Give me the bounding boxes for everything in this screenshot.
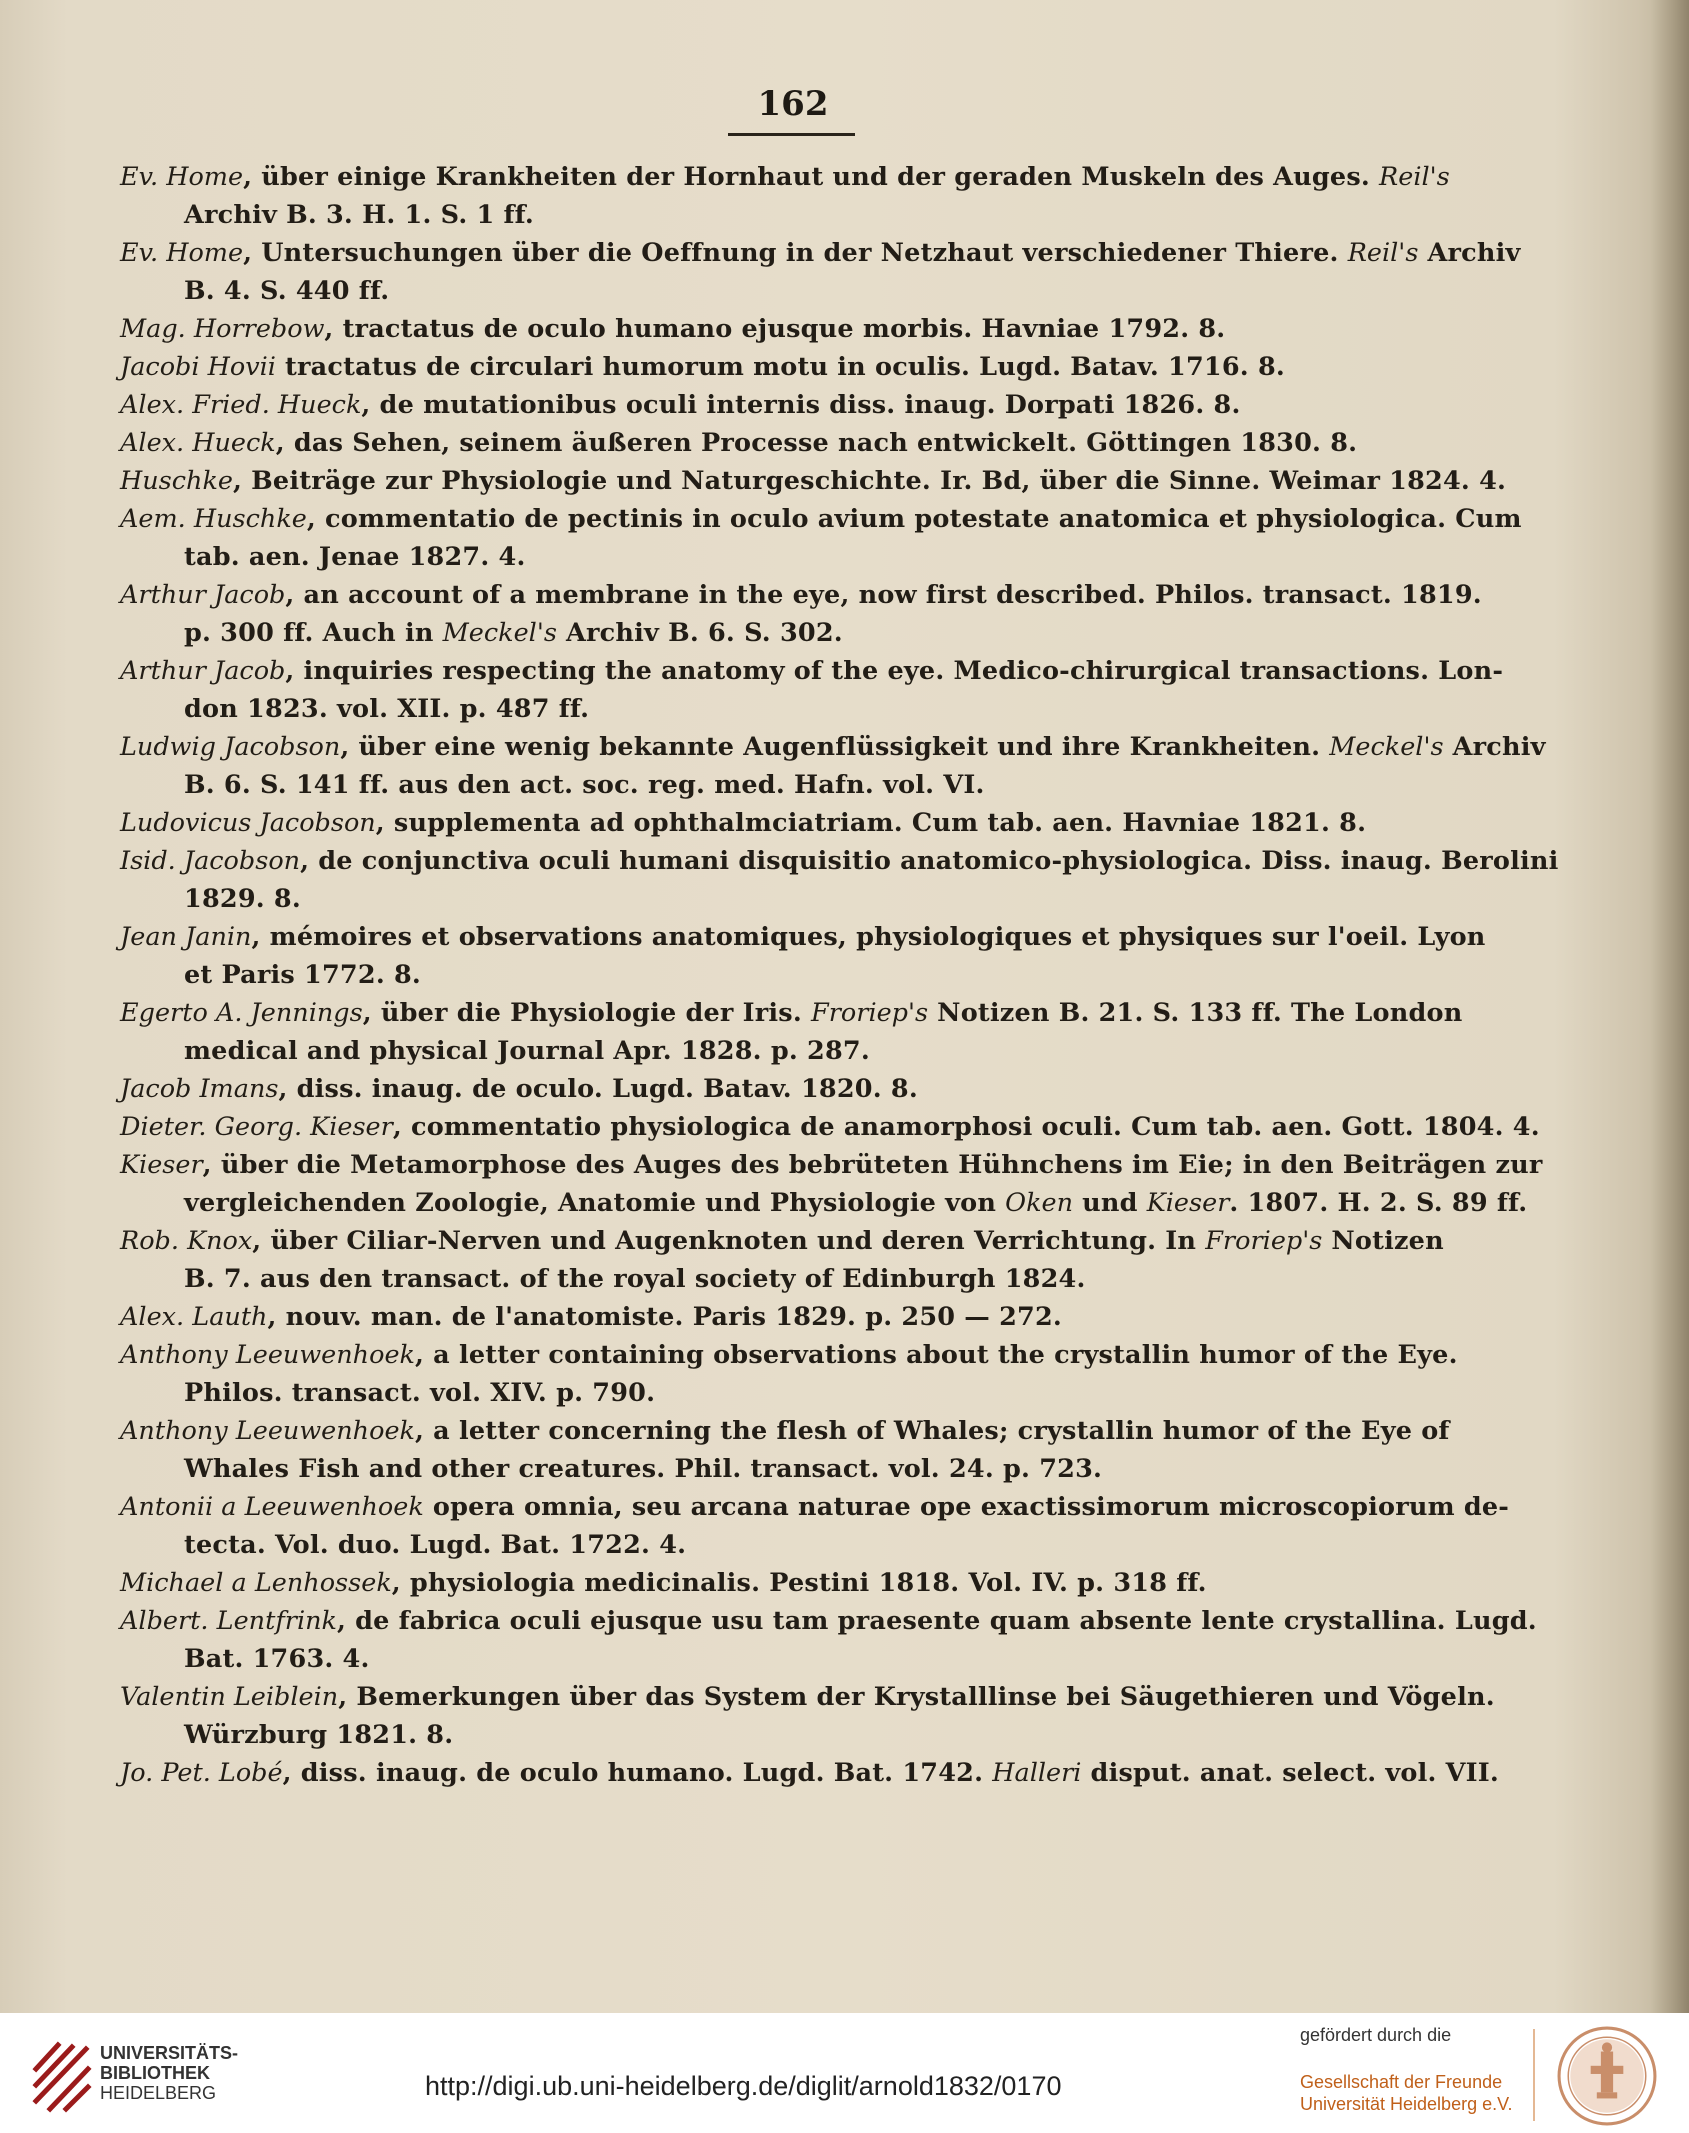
entry-continuation-line (120, 1640, 1490, 1678)
citation-text: et Paris 1772. 8. (184, 960, 421, 990)
citation-text: , commentatio physiologica de anamorphosi oculi. Cum tab. aen. Gott. 1804. 4. (392, 1112, 1540, 1142)
citation-text: opera omnia, seu arcana naturae ope exactissimorum microscopiorum de- (423, 1492, 1510, 1522)
italic-name: Dieter. Georg. Kieser (120, 1112, 393, 1142)
citation-text: tab. aen. Jenae 1827. 4. (184, 542, 526, 572)
italic-name: Froriep's (811, 998, 929, 1028)
entry-continuation-line (120, 1374, 1490, 1412)
sponsor-intro: gefördert durch die (1300, 2025, 1452, 2045)
entry-first-line (120, 1488, 1510, 1526)
entry-continuation-line (120, 1032, 1490, 1070)
citation-text: Notizen B. 21. S. 133 ff. The London (928, 998, 1463, 1028)
entry-first-line (120, 652, 1504, 690)
entry-first-line (120, 1678, 1495, 1716)
italic-name: Arthur Jacob (120, 580, 286, 610)
entry-first-line (120, 386, 1490, 424)
bibliography-entry (120, 1336, 1490, 1412)
entry-first-line (120, 1146, 1543, 1184)
entry-first-line (120, 1754, 1499, 1792)
italic-name: Ludovicus Jacobson (120, 808, 376, 838)
citation-text: , de mutationibus oculi internis diss. inaug. Dorpati 1826. 8. (361, 390, 1241, 420)
entry-first-line (120, 1070, 1490, 1108)
bibliography-entry (120, 500, 1522, 576)
bibliography-entry (120, 918, 1490, 994)
italic-name: Valentin Leiblein (120, 1682, 339, 1712)
citation-text: Archiv B. 6. S. 302. (556, 618, 843, 648)
entry-continuation-line (120, 1450, 1490, 1488)
italic-name: Antonii a Leeuwenhoek (120, 1492, 424, 1522)
entry-first-line (120, 1602, 1537, 1640)
bibliography-entry (120, 310, 1490, 348)
library-name-line: BIBLIOTHEK (100, 2063, 210, 2083)
bibliography-list (120, 158, 1559, 1792)
italic-name: Arthur Jacob (120, 656, 286, 686)
italic-name: Alex. Lauth (120, 1302, 268, 1332)
entry-first-line (120, 842, 1559, 880)
italic-name: Aem. Huschke (120, 504, 307, 534)
entry-first-line (120, 804, 1490, 842)
citation-text: , nouv. man. de l'anatomiste. Paris 1829. p. 250 — 272. (267, 1302, 1062, 1332)
citation-text: , diss. inaug. de oculo humano. Lugd. Bat. 1742. (282, 1758, 993, 1788)
bibliography-entry (120, 1754, 1499, 1792)
citation-text: Archiv (1418, 238, 1521, 268)
bibliography-entry (120, 1602, 1537, 1678)
university-seal-icon (1556, 2025, 1658, 2127)
entry-first-line (120, 1108, 1540, 1146)
entry-first-line (120, 1298, 1490, 1336)
library-logo-icon (28, 2035, 98, 2115)
page-number-rule (728, 133, 855, 136)
bibliography-entry (120, 1108, 1540, 1146)
divider (1533, 2029, 1535, 2121)
bibliography-entry (120, 994, 1490, 1070)
citation-text: , Bemerkungen über das System der Krystalllinse bei Säugethieren und Vögeln. (338, 1682, 1495, 1712)
entry-continuation-line (120, 766, 1490, 804)
bibliography-entry (120, 1412, 1490, 1488)
citation-text: , das Sehen, seinem äußeren Processe nach entwickelt. Göttingen 1830. 8. (275, 428, 1358, 458)
citation-text: B. 7. aus den transact. of the royal society of Edinburgh 1824. (184, 1264, 1086, 1294)
citation-text: , de fabrica oculi ejusque usu tam praesente quam absente lente crystallina. Lugd. (337, 1606, 1537, 1636)
entry-first-line (120, 576, 1490, 614)
citation-text: , über die Metamorphose des Auges des bebrüteten Hühnchens im Eie; in den Beiträgen zur (202, 1150, 1543, 1180)
sponsor-name-line: Gesellschaft der Freunde (1300, 2072, 1503, 2092)
library-name (100, 2043, 238, 2103)
page-number: 162 (757, 84, 829, 124)
entry-continuation-line (120, 196, 1490, 234)
bibliography-entry (120, 652, 1504, 728)
italic-name: Alex. Fried. Hueck (120, 390, 362, 420)
bibliography-entry (120, 1298, 1490, 1336)
citation-text: , über die Physiologie der Iris. (362, 998, 812, 1028)
footer-bar (0, 2013, 1689, 2133)
bibliography-entry (120, 1678, 1495, 1754)
entry-continuation-line (120, 1260, 1490, 1298)
citation-text: , über Ciliar-Nerven und Augenknoten und deren Verrichtung. In (252, 1226, 1206, 1256)
citation-text: Bat. 1763. 4. (184, 1644, 370, 1674)
citation-text: p. 300 ff. Auch in (184, 618, 443, 648)
citation-text: , a letter containing observations about the crystallin humor of the Eye. (415, 1340, 1458, 1370)
italic-name: Anthony Leeuwenhoek (120, 1416, 415, 1446)
citation-text: , über einige Krankheiten der Hornhaut und der geraden Muskeln des Auges. (243, 162, 1380, 192)
entry-first-line (120, 994, 1490, 1032)
citation-text: , commentatio de pectinis in oculo avium potestate anatomica et physiologica. Cum (306, 504, 1522, 534)
entry-continuation-line (120, 272, 1490, 310)
citation-text: und (1073, 1188, 1147, 1218)
citation-text: medical and physical Journal Apr. 1828. p. 287. (184, 1036, 870, 1066)
italic-name: Jo. Pet. Lobé (120, 1758, 283, 1788)
italic-name: Reil's (1347, 238, 1419, 268)
citation-text: , an account of a membrane in the eye, now first described. Philos. transact. 1819. (285, 580, 1482, 610)
bibliography-entry (120, 728, 1546, 804)
entry-continuation-line (120, 1526, 1490, 1564)
citation-text: , über eine wenig bekannte Augenflüssigkeit und ihre Krankheiten. (340, 732, 1330, 762)
italic-name: Anthony Leeuwenhoek (120, 1340, 415, 1370)
citation-text: Whales Fish and other creatures. Phil. transact. vol. 24. p. 723. (184, 1454, 1103, 1484)
entry-first-line (120, 500, 1522, 538)
italic-name: Reil's (1379, 162, 1450, 192)
citation-text: , diss. inaug. de oculo. Lugd. Batav. 1820. 8. (278, 1074, 918, 1104)
entry-first-line (120, 424, 1490, 462)
italic-name: Jacobi Hovii (120, 352, 276, 382)
italic-name: Alex. Hueck (120, 428, 276, 458)
citation-text: don 1823. vol. XII. p. 487 ff. (184, 694, 590, 724)
italic-name: Ev. Home (120, 162, 244, 192)
citation-text: , a letter concerning the flesh of Whales; crystallin humor of the Eye of (415, 1416, 1450, 1446)
bibliography-entry (120, 576, 1490, 652)
bibliography-entry (120, 424, 1490, 462)
entry-first-line (120, 310, 1490, 348)
entry-continuation-line (120, 1184, 1528, 1222)
citation-text: Archiv B. 3. H. 1. S. 1 ff. (184, 200, 535, 230)
citation-text: , physiologia medicinalis. Pestini 1818. Vol. IV. p. 318 ff. (391, 1568, 1207, 1598)
italic-name: Halleri (992, 1758, 1082, 1788)
bibliography-entry (120, 348, 1490, 386)
italic-name: Huschke (120, 466, 233, 496)
bibliography-entry (120, 158, 1490, 234)
italic-name: Froriep's (1205, 1226, 1323, 1256)
italic-name: Albert. Lentfrink (120, 1606, 337, 1636)
citation-text: Archiv (1443, 732, 1546, 762)
entry-continuation-line (120, 690, 1490, 728)
entry-first-line (120, 1222, 1490, 1260)
sponsor-name (1300, 2071, 1512, 2115)
page-edge-shadow (1651, 0, 1689, 2013)
citation-text: Philos. transact. vol. XIV. p. 790. (184, 1378, 656, 1408)
citation-text: , Beiträge zur Physiologie und Naturgeschichte. Ir. Bd, über die Sinne. Weimar 1824. 4. (233, 466, 1507, 496)
citation-text: , tractatus de oculo humano ejusque morbis. Havniae 1792. 8. (324, 314, 1226, 344)
italic-name: Michael a Lenhossek (120, 1568, 392, 1598)
citation-text: B. 6. S. 141 ff. aus den act. soc. reg. med. Hafn. vol. VI. (184, 770, 985, 800)
citation-text: tractatus de circulari humorum motu in oculis. Lugd. Batav. 1716. 8. (275, 352, 1285, 382)
bibliography-entry (120, 1488, 1510, 1564)
entry-continuation-line (120, 614, 1490, 652)
entry-first-line (120, 1564, 1490, 1602)
citation-text: disput. anat. select. vol. VII. (1081, 1758, 1499, 1788)
entry-first-line (120, 1336, 1490, 1374)
entry-first-line (120, 462, 1507, 500)
italic-name: Jean Janin (120, 922, 252, 952)
italic-name: Meckel's (442, 618, 557, 648)
bibliography-entry (120, 842, 1559, 918)
italic-name: Kieser (120, 1150, 203, 1180)
bibliography-entry (120, 1146, 1543, 1222)
entry-continuation-line (120, 956, 1490, 994)
entry-continuation-line (120, 880, 1490, 918)
entry-continuation-line (120, 1716, 1490, 1754)
bibliography-entry (120, 462, 1507, 500)
italic-name: Oken (1005, 1188, 1074, 1218)
permalink-url[interactable]: http://digi.ub.uni-heidelberg.de/diglit/arnold1832/0170 (425, 2071, 1062, 2101)
entry-first-line (120, 728, 1546, 766)
bibliography-entry (120, 1564, 1490, 1602)
library-name-line: HEIDELBERG (100, 2083, 217, 2103)
bibliography-entry (120, 804, 1490, 842)
italic-name: Isid. Jacobson (120, 846, 301, 876)
citation-text: Notizen (1322, 1226, 1444, 1256)
entry-continuation-line (120, 538, 1490, 576)
italic-name: Ludwig Jacobson (120, 732, 341, 762)
citation-text: Würzburg 1821. 8. (184, 1720, 454, 1750)
italic-name: Kieser (1146, 1188, 1230, 1218)
entry-first-line (120, 1412, 1490, 1450)
citation-text: . 1807. H. 2. S. 89 ff. (1229, 1188, 1528, 1218)
bibliography-entry (120, 1070, 1490, 1108)
citation-text: , mémoires et observations anatomiques, physiologiques et physiques sur l'oeil. Lyon (251, 922, 1486, 952)
italic-name: Egerto A. Jennings (120, 998, 363, 1028)
italic-name: Jacob Imans (120, 1074, 279, 1104)
italic-name: Meckel's (1329, 732, 1444, 762)
entry-first-line (120, 348, 1490, 386)
entry-first-line (120, 234, 1521, 272)
entry-first-line (120, 918, 1490, 956)
library-name-line: UNIVERSITÄTS- (100, 2043, 239, 2063)
bibliography-entry (120, 386, 1490, 424)
citation-text: , de conjunctiva oculi humani disquisitio anatomico-physiologica. Diss. inaug. Berolini (300, 846, 1559, 876)
citation-text: 1829. 8. (184, 884, 301, 914)
citation-text: , inquiries respecting the anatomy of the eye. Medico-chirurgical transactions. Lon- (285, 656, 1504, 686)
citation-text: tecta. Vol. duo. Lugd. Bat. 1722. 4. (184, 1530, 687, 1560)
bibliography-entry (120, 1222, 1490, 1298)
sponsor-name-line: Universität Heidelberg e.V. (1300, 2094, 1513, 2114)
citation-text: B. 4. S. 440 ff. (184, 276, 390, 306)
italic-name: Mag. Horrebow (120, 314, 325, 344)
italic-name: Ev. Home (120, 238, 244, 268)
bibliography-entry (120, 234, 1521, 310)
italic-name: Rob. Knox (120, 1226, 253, 1256)
citation-text: , Untersuchungen über die Oeffnung in der Netzhaut verschiedener Thiere. (243, 238, 1348, 268)
entry-first-line (120, 158, 1490, 196)
citation-text: , supplementa ad ophthalmciatriam. Cum tab. aen. Havniae 1821. 8. (375, 808, 1367, 838)
citation-text: vergleichenden Zoologie, Anatomie und Physiologie von (184, 1188, 1006, 1218)
